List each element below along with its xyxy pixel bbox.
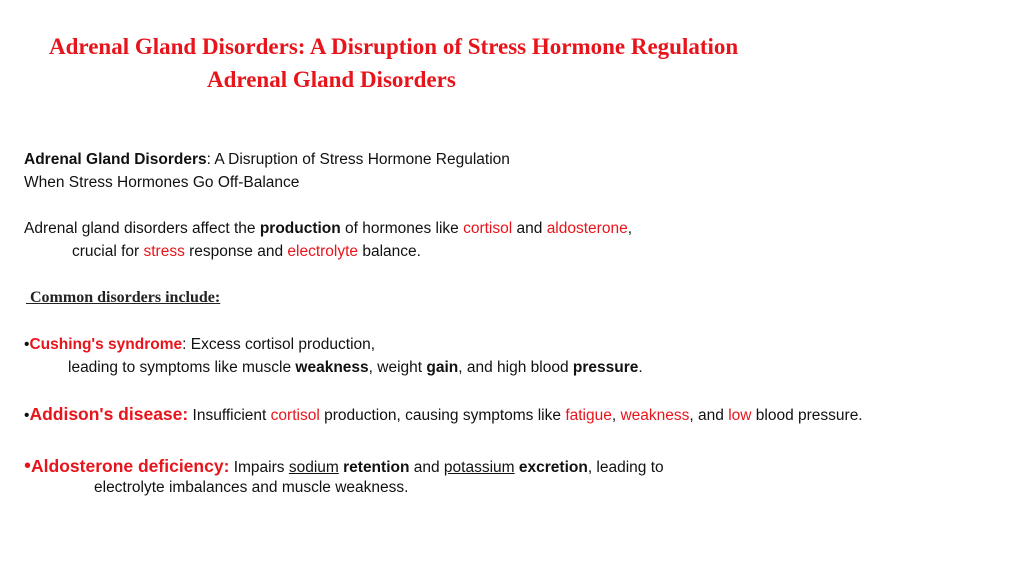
disorder-desc: , and high blood: [458, 359, 573, 376]
disorder-cushing-line-2: [68, 360, 643, 376]
keyword-production: production: [259, 220, 341, 237]
common-disorders-heading: Common disorders include:: [26, 289, 221, 306]
page-title: Adrenal Gland Disorders: A Disruption of Stress Hormone Regulation: [49, 34, 739, 59]
disorder-desc: : Excess cortisol production,: [182, 336, 376, 353]
keyword-retention: retention: [343, 459, 410, 476]
keyword-excretion: excretion: [518, 459, 588, 476]
overview-text: of hormones like: [340, 220, 464, 237]
disorder-name-addison: Addison's disease:: [29, 404, 189, 424]
intro-tagline: When Stress Hormones Go Off-Balance: [24, 174, 300, 191]
keyword-sodium: sodium: [288, 459, 339, 476]
disorder-cushing: [24, 337, 375, 353]
disorder-desc: , leading to: [587, 459, 664, 476]
disorder-desc: Impairs: [229, 459, 289, 476]
keyword-weakness: weakness: [620, 407, 690, 424]
keyword-cortisol: cortisol: [270, 407, 320, 424]
keyword-fatigue: fatigue: [565, 407, 612, 424]
keyword-weakness: weakness: [295, 359, 369, 376]
disorder-desc: , weight: [368, 359, 427, 376]
overview-line-1: [24, 221, 632, 237]
keyword-gain: gain: [426, 359, 459, 376]
overview-text: crucial for: [72, 243, 144, 260]
disorder-desc: ,: [611, 407, 621, 424]
bullet-icon: •: [24, 455, 32, 477]
disorder-desc: .: [638, 359, 643, 376]
overview-line-2: [72, 244, 421, 260]
page-subtitle: Adrenal Gland Disorders: [207, 67, 456, 92]
disorder-desc: and: [409, 459, 444, 476]
intro-heading-line: [24, 152, 510, 168]
disorder-name-cushing: Cushing's syndrome: [29, 336, 183, 353]
disorder-desc: leading to symptoms like muscle: [68, 359, 296, 376]
keyword-aldosterone: aldosterone: [546, 220, 628, 237]
disorder-addison: [24, 406, 863, 424]
keyword-potassium: potassium: [443, 459, 515, 476]
intro-bold-term: Adrenal Gland Disorders: [24, 151, 207, 168]
keyword-cortisol: cortisol: [463, 220, 513, 237]
disorder-aldosterone: [24, 456, 664, 476]
bullet-icon: •: [24, 407, 30, 424]
disorder-desc: , and: [689, 407, 729, 424]
disorder-desc: production, causing symptoms like: [319, 407, 566, 424]
overview-text: response and: [184, 243, 288, 260]
keyword-pressure: pressure: [572, 359, 639, 376]
disorder-desc: Insufficient: [188, 407, 271, 424]
keyword-stress: stress: [143, 243, 185, 260]
overview-text: ,: [627, 220, 633, 237]
disorder-name-aldosterone: Aldosterone deficiency:: [31, 456, 230, 476]
bullet-icon: •: [24, 336, 30, 353]
disorder-desc: blood pressure.: [751, 407, 863, 424]
keyword-low: low: [728, 407, 752, 424]
disorder-aldosterone-line-2: electrolyte imbalances and muscle weakness.: [94, 479, 409, 496]
overview-text: balance.: [358, 243, 421, 260]
overview-text: Adrenal gland disorders affect the: [24, 220, 260, 237]
overview-text: and: [512, 220, 547, 237]
keyword-electrolyte: electrolyte: [287, 243, 359, 260]
intro-subtitle-rest: : A Disruption of Stress Hormone Regulation: [206, 151, 510, 168]
